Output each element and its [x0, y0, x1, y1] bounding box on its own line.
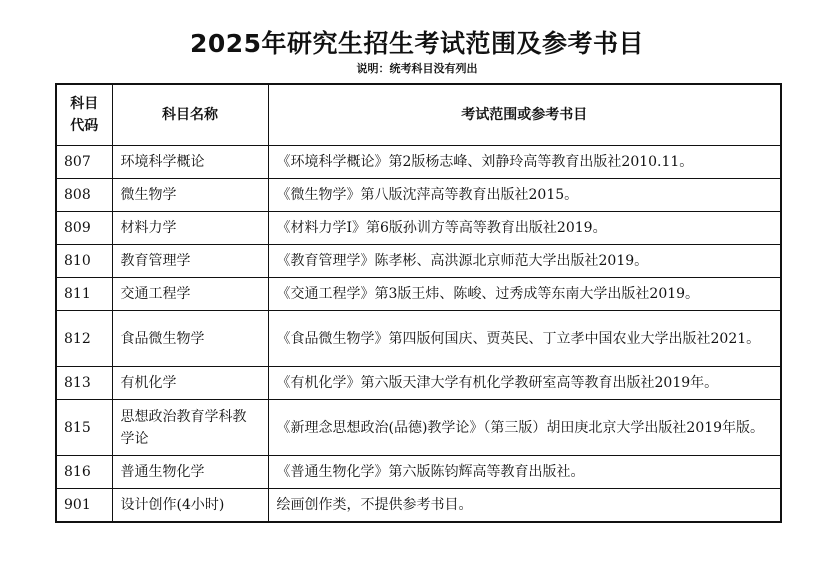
subject-name: 微生物学 [112, 179, 268, 212]
subject-code: 815 [56, 400, 112, 456]
table-row [56, 456, 781, 489]
header-code-line1: 科目 [70, 96, 99, 112]
table-row [56, 179, 781, 212]
subject-name: 交通工程学 [112, 278, 268, 311]
reference-text: 绘画创作类，不提供参考书目。 [268, 489, 781, 523]
subject-code: 813 [56, 367, 112, 400]
table-row [56, 367, 781, 400]
table-row [56, 311, 781, 367]
subject-code: 811 [56, 278, 112, 311]
header-code-line2: 代码 [70, 118, 99, 134]
table-row [56, 400, 781, 456]
subject-name: 思想政治教育学科教学论 [112, 400, 268, 456]
exam-reference-table [55, 83, 782, 523]
reference-text: 《交通工程学》第3版王炜、陈峻、过秀成等东南大学出版社2019。 [268, 278, 781, 311]
subject-code: 810 [56, 245, 112, 278]
subject-name: 设计创作(4小时) [112, 489, 268, 523]
subject-code: 809 [56, 212, 112, 245]
subject-name: 普通生物化学 [112, 456, 268, 489]
header-reference: 考试范围或参考书目 [268, 84, 781, 146]
subject-name: 环境科学概论 [112, 146, 268, 179]
subject-name: 有机化学 [112, 367, 268, 400]
header-subject-name: 科目名称 [112, 84, 268, 146]
subject-code: 816 [56, 456, 112, 489]
subject-name: 材料力学 [112, 212, 268, 245]
page-title: 2025年研究生招生考试范围及参考书目 [189, 29, 645, 58]
reference-text: 《食品微生物学》第四版何国庆、贾英民、丁立孝中国农业大学出版社2021。 [268, 311, 781, 367]
subject-code: 901 [56, 489, 112, 523]
table-row [56, 278, 781, 311]
table-header-row [56, 84, 781, 146]
reference-text: 《微生物学》第八版沈萍高等教育出版社2015。 [268, 179, 781, 212]
table-row [56, 212, 781, 245]
reference-text: 《普通生物化学》第六版陈钧辉高等教育出版社。 [268, 456, 781, 489]
page-subtitle: 说明：统考科目没有列出 [356, 62, 478, 75]
table-row [56, 489, 781, 523]
reference-text: 《有机化学》第六版天津大学有机化学教研室高等教育出版社2019年。 [268, 367, 781, 400]
reference-text: 《材料力学Ⅰ》第6版孙训方等高等教育出版社2019。 [268, 212, 781, 245]
table-row [56, 146, 781, 179]
subject-name: 食品微生物学 [112, 311, 268, 367]
reference-text: 《环境科学概论》第2版杨志峰、刘静玲高等教育出版社2010.11。 [268, 146, 781, 179]
subject-code: 808 [56, 179, 112, 212]
header-subject-code [56, 84, 112, 146]
reference-text: 《教育管理学》陈孝彬、高洪源北京师范大学出版社2019。 [268, 245, 781, 278]
subject-name: 教育管理学 [112, 245, 268, 278]
reference-text: 《新理念思想政治(品德)教学论》（第三版）胡田庚北京大学出版社2019年版。 [268, 400, 781, 456]
subject-code: 807 [56, 146, 112, 179]
table-row [56, 245, 781, 278]
subject-code: 812 [56, 311, 112, 367]
